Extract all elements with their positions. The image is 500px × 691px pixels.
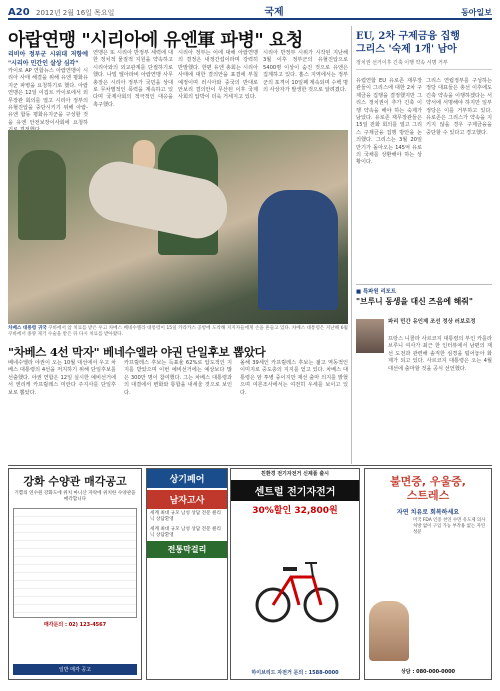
main-headline: 아랍연맹 "시리아에 유엔軍 파병" 요청 [8, 30, 303, 51]
article-text: 올해 39세인 카프릴레스 후보는 젊고 역동적인 이미지로 중도층의 지지를 얻고 있다. 차베스 대통령은 암 투병 중이지만 재선 출마 의지를 밝혔으며 여론조사에서는 여전히 우세를 보이고 있다. [240, 360, 348, 396]
sub-article-column-3 [240, 360, 348, 464]
ad-footer: 하이브리드 자전거 문의 : 1588-0000 [251, 670, 339, 676]
article-text: 카이로 AP 연합뉴스 아랍연맹이 시리아 사태 해결을 위해 유엔 평화유지군 파병을 요청하기로 했다. 아랍연맹은 12일 이집트 카이로에서 외무장관 회의를 열고 시리아 정부의 유혈진압을 중단시키기 위해 아랍-유엔 합동 평화유지군을 구성할 것을 유엔 안전보장이사회에 요청하 [8, 68, 88, 126]
right-subhead: 정치권 선거이후 긴축 이행 약속 서명 거부 [356, 59, 492, 70]
ad-clinic[interactable] [146, 468, 228, 680]
article-text: 연맹은 또 시리아 반정부 세력에 대한 정치적 물질적 지원을 약속하고 시리아와의 외교관계를 단절하기로 했다. 나빌 엘아라비 아랍연맹 사무총장은 시리아 정부가 국민을 상대로 무차별적인 폭력을 계속하고 있다며 국제사회의 적극적인 대응을 촉구했다. [93, 50, 173, 108]
ad-section-divider [8, 465, 492, 466]
news-photo [8, 130, 348, 324]
ad-banner: 남자고사 [147, 490, 227, 509]
article-column-1 [8, 50, 88, 128]
article-text: 프랑스 니콜라 사르코지 대통령의 부인 카를라 브루니 여사가 최근 한 인터뷰에서 남편의 재선 도전과 관련해 솔직한 심경을 털어놓아 화제가 되고 있다. 사르코지 대통령은 오는 4월 대선에 출마할 것을 공식 선언했다. [388, 336, 492, 372]
right-article-text-2 [426, 78, 492, 282]
ad-banner: 상기페어 [147, 469, 227, 488]
right-article-header [356, 30, 492, 70]
right-article-text-1 [356, 78, 422, 282]
page-number: A20 [8, 7, 30, 18]
page-header [8, 4, 492, 20]
photo-figure [18, 150, 66, 240]
ad-title-line-1: 불면증, 우울증, [390, 475, 466, 488]
report-subhead: 파리 민간 유인제 조선 정상 러보로정 [388, 319, 476, 325]
ad-subtitle: 자연 치유로 회복하세요 [396, 509, 460, 516]
right-headline-1: EU, 2차 구제금융 집행 [356, 31, 460, 42]
photo-figure [258, 190, 338, 310]
ad-tagline: 친환경 전기자전거 신제품 출시 [260, 471, 329, 477]
issue-date: 2012년 2월 16일 목요일 [36, 9, 115, 17]
sub-article-column-2 [124, 360, 232, 464]
article-column-4 [263, 50, 348, 128]
article-text: 유럽연합 EU 유로존 재무장관들이 그리스에 대한 2차 구제금융 집행을 결정했지만 그리스 정치권이 추가 긴축 이행 약속을 해야 하는 숙제가 남았다. 유로존 재무장관들은 15일 전화 회의를 열고 그리스 구제금융 집행 방안을 논의했다. 그리스는 3월 20일 만기가 돌아오는 145억 유로의 국채를 상환해야 하는 상황이다. [356, 78, 422, 166]
report-label: ■ 특파원 리포트 [356, 289, 397, 295]
box-divider [356, 284, 492, 285]
report-text [388, 336, 492, 464]
ad-retreat-sale[interactable] [8, 468, 142, 680]
ad-subtitle: 기쁨의 연수원 강화도에 위치 마니산 자락에 위치한 수양관을 매각합니다 [14, 491, 136, 502]
newspaper-brand: 동아일보 [461, 8, 492, 17]
advertisement-section [8, 468, 492, 680]
caption-text: 쿠바에서 암 치료를 받은 우고 차베스 베네수엘라 대통령이 15일 카라카스 공항에 도착해 지지자들에게 손을 흔들고 있다. 차베스 대통령은 지난해 6월 쿠바에서 종양 제거 수술을 받은 뒤 다시 치료를 받아왔다. [8, 326, 348, 337]
ad-footer: 일반 매각 공고 [13, 664, 137, 675]
article-column-2 [93, 50, 173, 128]
article-text: 카프릴레스 후보는 득표율 62%로 압도적인 지지를 받았으며 이번 예비선거에는 예상보다 많은 300만 명이 참여했다. 그는 차베스 대통령과의 대결에서 변화와 통합을 내세울 것으로 보인다. [124, 360, 232, 396]
ad-model-photo [369, 601, 409, 661]
ad-text: 세계 최대 규모 남성 상담 전문 클리닉 상담환영 [150, 511, 221, 522]
report-title: "브루니 동생을 대신 즈음에 해줘" [356, 297, 473, 306]
ad-phone: 상담 : 080-000-0000 [400, 669, 456, 675]
ad-table [13, 508, 137, 618]
section-title: 국제 [264, 7, 284, 18]
ad-text: 세계 최대 규모 남성 상담 전문 클리닉 상담환영 [150, 527, 221, 538]
ad-phone: 매각문의 : 02) 123-4567 [43, 622, 107, 628]
ad-banner: 전통막걸리 [147, 541, 227, 558]
ad-title: 강화 수양관 매각공고 [23, 475, 127, 488]
ad-title-line-2: 스트레스 [406, 489, 450, 502]
column-divider [351, 26, 352, 464]
article-subhead: 리비아 정부군 시위대 저항에 "시리아 민간인 살상 심각" [8, 51, 88, 67]
ad-title: 센트럴 전기자전거 [231, 480, 359, 501]
photo-caption [8, 326, 348, 338]
sub-article-column-1 [8, 360, 116, 464]
ad-insomnia[interactable] [364, 468, 492, 680]
article-text: 시리아 반정부 시위가 시작된 지난해 3월 이후 정부군의 유혈진압으로 5400명 이상이 숨진 것으로 유엔은 집계하고 있다. 홈스 지역에서는 정부군의 포격이 10일째 계속되며 수백 명의 사상자가 발생한 것으로 알려졌다. [263, 50, 349, 94]
article-text: 시리아 정부는 이에 대해 아랍연맹의 결정은 내정간섭이라며 강력히 반발했다. 한편 유엔 총회는 시리아 사태에 대한 결의안을 표결에 부칠 예정이며 러시아와 중국의 반대로 안보리 결의안이 무산된 이후 국제사회의 압박이 더욱 거세지고 있다. [178, 50, 258, 101]
right-headline-2: 그리스 '숙제 1개' 남아 [356, 44, 457, 55]
bicycle-icon [255, 545, 339, 635]
ad-electric-bike[interactable] [230, 468, 360, 680]
article-text: 베네수엘라 야권이 오는 10월 대선에서 우고 차베스 대통령의 4선을 저지하기 위해 단일후보를 선출했다. 야권 연합은 12일 실시한 예비선거에서 엔리케 카프릴레스 미란다 주지사를 단일후보로 뽑았다. [8, 360, 116, 396]
reporter-photo [356, 319, 384, 353]
article-text: 그리스 연립정부를 구성하는 정당 대표들은 총선 이후에도 긴축 약속을 이행하겠다는 서약서에 서명해야 하지만 일부 정당은 이를 거부하고 있다. 유로존은 그리스가 약속을 지키지 않을 경우 구제금융을 중단할 수 있다고 경고했다. [426, 78, 492, 136]
article-column-3 [178, 50, 258, 128]
sub-headline: "차베스 4선 막자" 베네수엘라 야권 단일후보 뽑았다 [8, 345, 266, 359]
ad-price: 30%할인 32,800원 [252, 506, 338, 516]
ad-text: 미국 FDA 인증 천연 수면 유도제 의사 처방 없이 구입 가능 부작용 없는 자연 성분 [413, 518, 486, 535]
caption-label: 차베스 대통령 귀국 [8, 326, 47, 331]
